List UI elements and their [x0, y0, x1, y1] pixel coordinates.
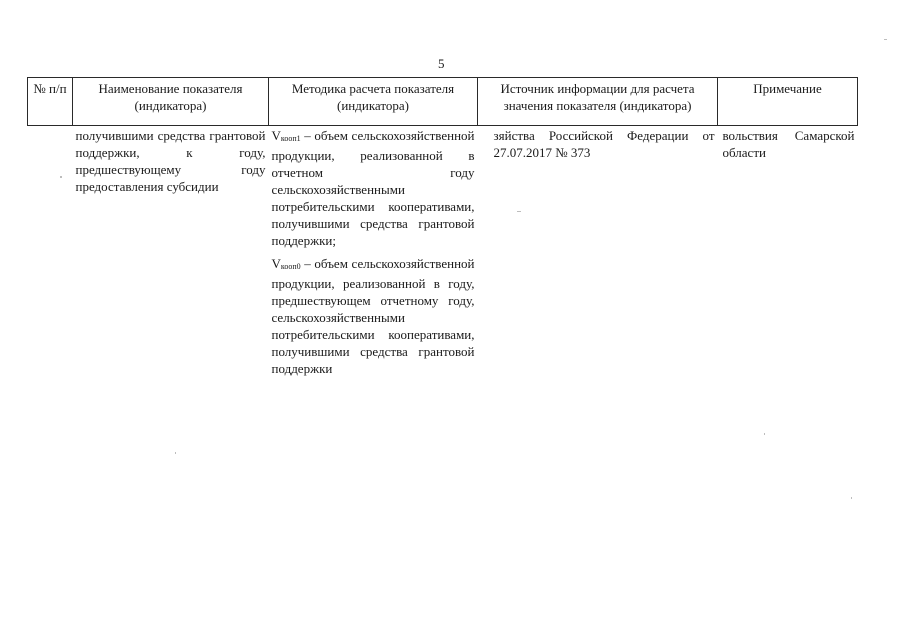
header-num: № п/п — [28, 78, 73, 126]
method-paragraph-previous — [272, 255, 475, 377]
table-row — [28, 126, 858, 378]
page-number: 5 — [438, 56, 445, 71]
header-indicator-name: Наименование показателя (индикатора) — [73, 78, 269, 126]
method-text: – объем сельскохозяйственной продукции, реализованной в году, предшествующем отчетному году, сельскохозяйственными потребительскими кооперативами, получившими средства грантовой поддержки — [271, 256, 475, 376]
variable-subscript: кооп1 — [280, 134, 301, 143]
cell-note: вольствия Самарской области — [722, 128, 855, 160]
variable-symbol: V — [271, 256, 281, 271]
table-header-row — [28, 78, 858, 126]
scan-speck — [764, 433, 765, 435]
header-calculation-method: Методика расчета показателя (индикатора) — [269, 78, 478, 126]
scan-speck — [175, 452, 176, 454]
indicator-table — [27, 77, 858, 377]
scan-speck — [517, 211, 521, 212]
cell-num — [28, 126, 73, 378]
method-paragraph-current — [272, 127, 475, 249]
cell-calculation-method — [269, 126, 478, 378]
method-text: – объем сельскохозяйственной продукции, реализованной в отчетном году сельскохозяйственными потребительскими кооперативами, получившими средства грантовой поддержки; — [271, 128, 475, 248]
header-information-source: Источник информации для расчета значения показателя (индикатора) — [478, 78, 718, 126]
variable-symbol: V — [271, 128, 281, 143]
cell-indicator-name: получившими средства грантовой поддержки, к году, предшествующему году предоставления субсидии — [75, 128, 266, 194]
scan-speck — [60, 176, 62, 178]
scan-speck — [884, 39, 887, 40]
variable-subscript: кооп0 — [280, 262, 301, 271]
cell-information-source: зяйства Российской Федерации от 27.07.2017 № 373 — [493, 128, 715, 160]
header-note: Примечание — [718, 78, 858, 126]
scan-speck — [851, 497, 852, 499]
